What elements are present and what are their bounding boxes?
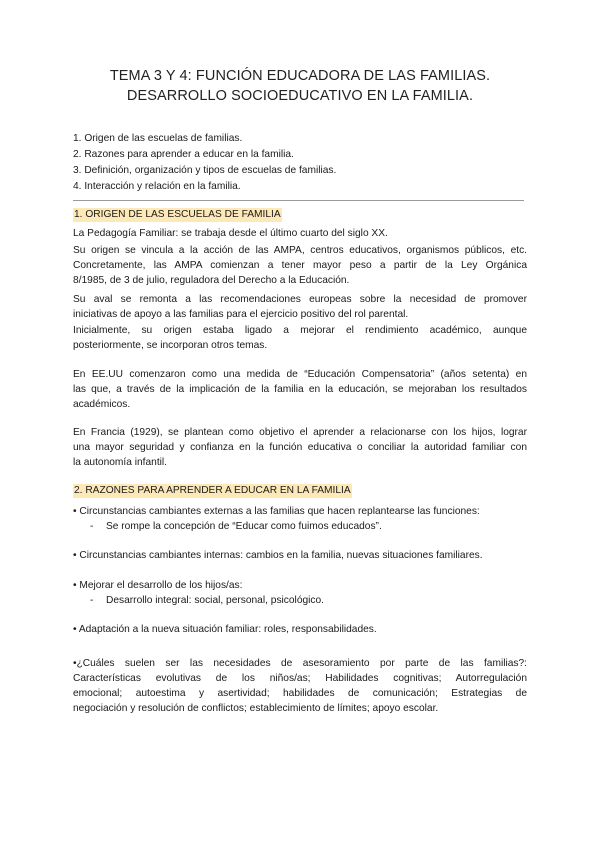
- title-line-1: TEMA 3 Y 4: FUNCIÓN EDUCADORA DE LAS FAMILIAS.: [109, 68, 491, 84]
- section-1-paragraph: En Francia (1929), se plantean como objetivo el aprender a relacionarse con los hijos, lograr una mayor seguridad y confianza en la función educativa o conciliar la autoridad familiar con la autonomía infantil.: [73, 427, 527, 468]
- toc-item: 1. Origen de las escuelas de familias.: [73, 133, 243, 144]
- section-1-paragraph: En EE.UU comenzaron como una medida de “Educación Compensatoria” (años setenta) en las que, a través de la implicación de la familia en la educación, se mejoraban los resultados académicos.: [73, 369, 527, 410]
- horizontal-divider: [73, 200, 524, 201]
- sub-bullet-item: - Desarrollo integral: social, personal, psicológico.: [90, 595, 325, 606]
- section-1-paragraph: Inicialmente, su origen estaba ligado a mejorar el rendimiento académico, aunque posteriormente, se incorporan otros temas.: [73, 325, 527, 351]
- bullet-item: • Circunstancias cambiantes externas a las familias que hacen replantearse las funciones:: [73, 506, 480, 517]
- table-of-contents: [73, 131, 336, 195]
- bullet-item: • Adaptación a la nueva situación familiar: roles, responsabilidades.: [73, 624, 377, 635]
- bullet-item: • Mejorar el desarrollo de los hijos/as:: [73, 580, 243, 591]
- section-1-paragraph: La Pedagogía Familiar: se trabaja desde el último cuarto del siglo XX.: [73, 228, 388, 239]
- toc-item: 2. Razones para aprender a educar en la familia.: [73, 149, 294, 160]
- document-title: [0, 66, 600, 106]
- section-2-heading: 2. RAZONES PARA APRENDER A EDUCAR EN LA FAMILIA: [74, 485, 351, 496]
- toc-item: 4. Interacción y relación en la familia.: [73, 181, 241, 192]
- section-1-heading: 1. ORIGEN DE LAS ESCUELAS DE FAMILIA: [74, 209, 281, 220]
- title-line-2: DESARROLLO SOCIOEDUCATIVO EN LA FAMILIA.: [126, 88, 474, 104]
- toc-item: 3. Definición, organización y tipos de escuelas de familias.: [73, 165, 337, 176]
- bullet-item: •¿Cuáles suelen ser las necesidades de asesoramiento por parte de las familias?: Características evolutivas de los niños/as; Habilidades cognitivas; Autorregulación emocional; autoestima y asertividad; habilidades de comunicación; Estrategias de negociación y resolución de conflictos; establecimiento de límites; apoyo escolar.: [73, 658, 527, 714]
- sub-bullet-item: - Se rompe la concepción de “Educar como fuimos educados”.: [90, 521, 382, 532]
- bullet-item: • Circunstancias cambiantes internas: cambios en la familia, nuevas situaciones familiares.: [73, 550, 483, 561]
- section-1-paragraph: Su origen se vincula a la acción de las AMPA, centros educativos, organismos públicos, etc. Concretamente, las AMPA comienzan a tener mayor peso a partir de la Ley Orgánica 8/1985, de 3 de julio, reguladora del Derecho a la Educación.: [73, 245, 527, 286]
- section-1-paragraph: Su aval se remonta a las recomendaciones europeas sobre la necesidad de promover iniciativas de apoyo a las familias para el ejercicio positivo del rol parental.: [73, 294, 527, 320]
